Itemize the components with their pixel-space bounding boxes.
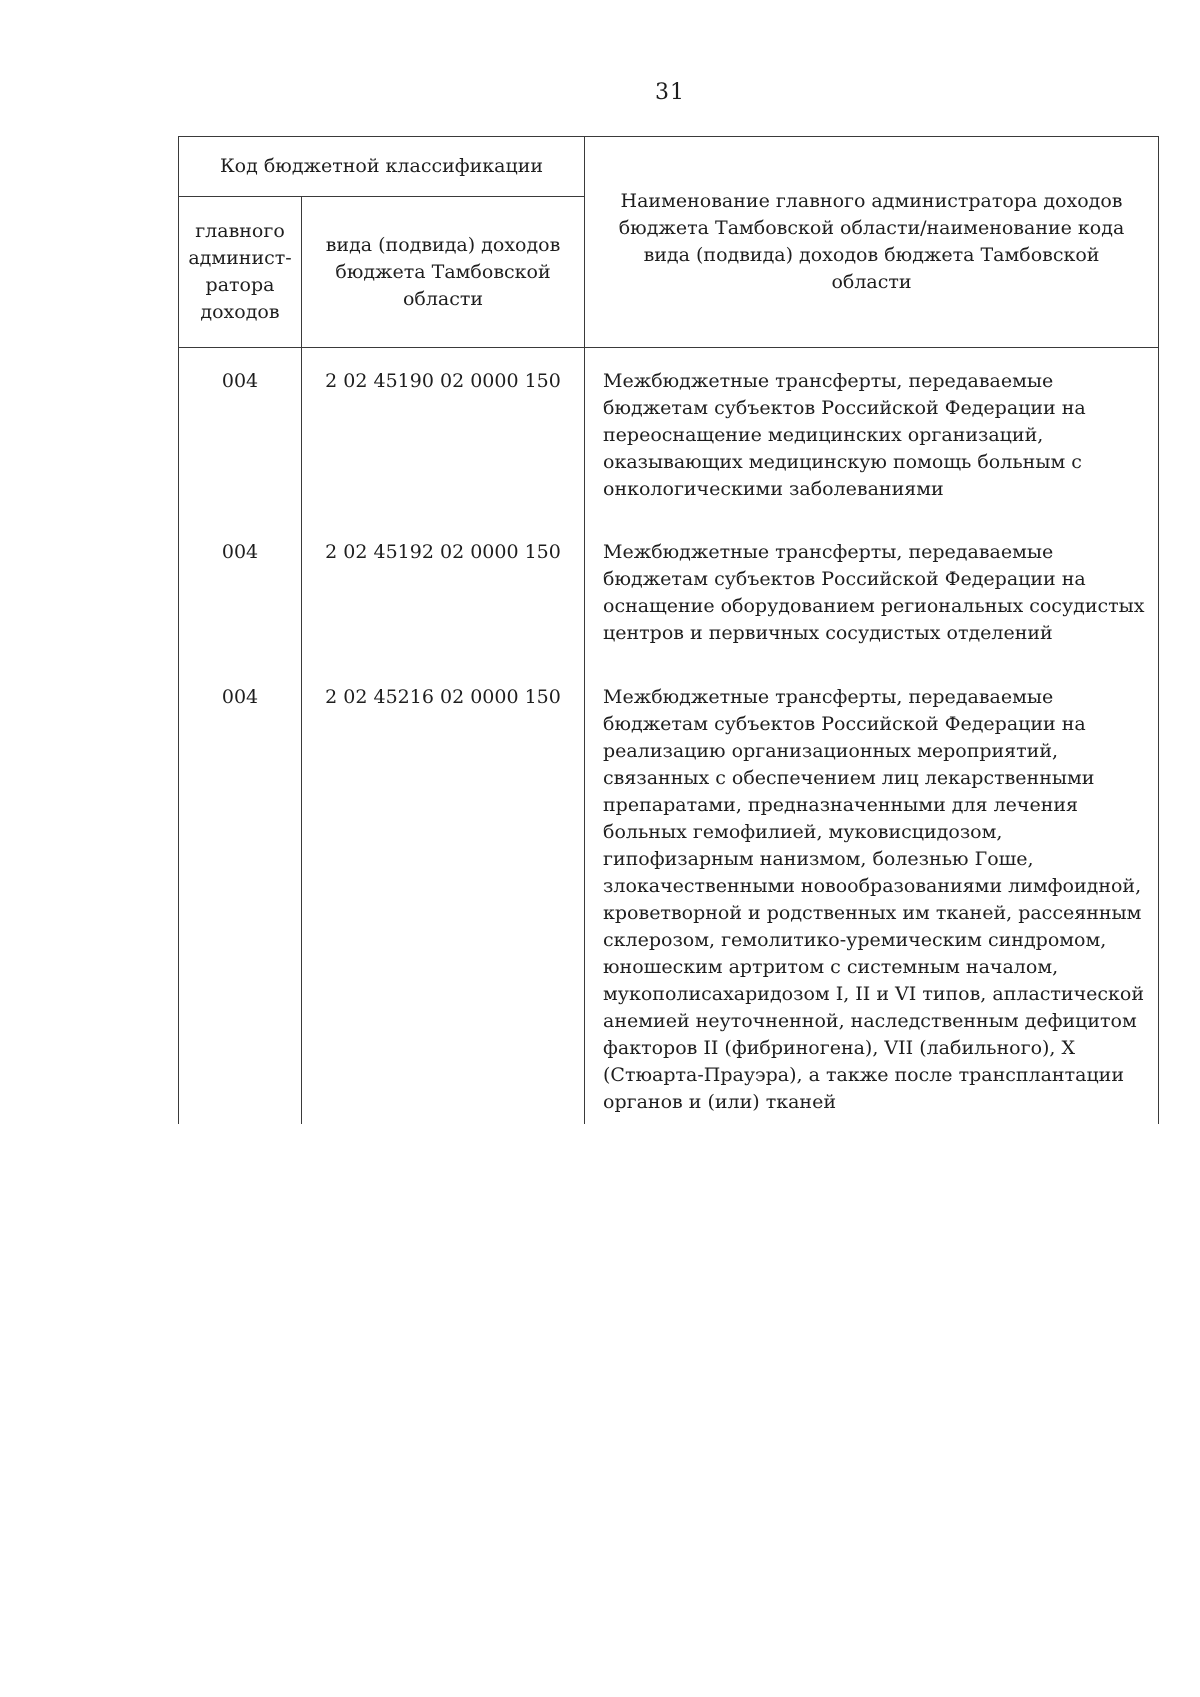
revenue-name-cell: Межбюджетные трансферты, передаваемые бюджетам субъектов Российской Федерации на реализацию организационных мероприятий, связанных с обеспечением лиц лекарственными препаратами, предназначенными для лечения больных гемофилией, муковисцидозом, гипофизарным нанизмом, болезнью Гоше, злокачественными новообразованиями лимфоидной, кроветворной и родственных им тканей, рассеянным склерозом, гемолитико-уремическим синдромом, юношеским артритом с системным началом, мукополисахаридозом I, II и VI типов, апластической анемией неуточненной, наследственным дефицитом факторов II (фибриногена), VII (лабильного), X (Стюарта-Прауэра), а также после трансплантации органов и (или) тканей	[585, 672, 1159, 1124]
table-body	[179, 348, 1159, 1125]
revenue-name-cell: Межбюджетные трансферты, передаваемые бюджетам субъектов Российской Федерации на переоснащение медицинских организаций, оказывающих медицинскую помощь больным с онкологическими заболеваниями	[585, 348, 1159, 528]
revenue-name-cell: Межбюджетные трансферты, передаваемые бюджетам субъектов Российской Федерации на оснащение оборудованием региональных сосудистых центров и первичных сосудистых отделений	[585, 527, 1159, 672]
admin-code-cell: 004	[179, 348, 302, 528]
header-main-administrator: главного админист-ратора доходов	[179, 197, 302, 348]
header-revenue-type-code: вида (подвида) доходов бюджета Тамбовской области	[302, 197, 585, 348]
page-number: 31	[655, 80, 685, 105]
header-administrator-name: Наименование главного администратора доходов бюджета Тамбовской области/наименование кода вида (подвида) доходов бюджета Тамбовской области	[585, 137, 1159, 348]
table-row	[179, 672, 1159, 1124]
revenue-code-cell: 2 02 45216 02 0000 150	[302, 672, 585, 1124]
admin-code-cell: 004	[179, 672, 302, 1124]
table-row	[179, 527, 1159, 672]
table-header	[179, 137, 1159, 348]
table-row	[179, 348, 1159, 528]
admin-code-cell: 004	[179, 527, 302, 672]
budget-classification-table	[178, 136, 1159, 1124]
header-budget-classification-code: Код бюджетной классификации	[179, 137, 585, 197]
revenue-code-cell: 2 02 45190 02 0000 150	[302, 348, 585, 528]
revenue-code-cell: 2 02 45192 02 0000 150	[302, 527, 585, 672]
